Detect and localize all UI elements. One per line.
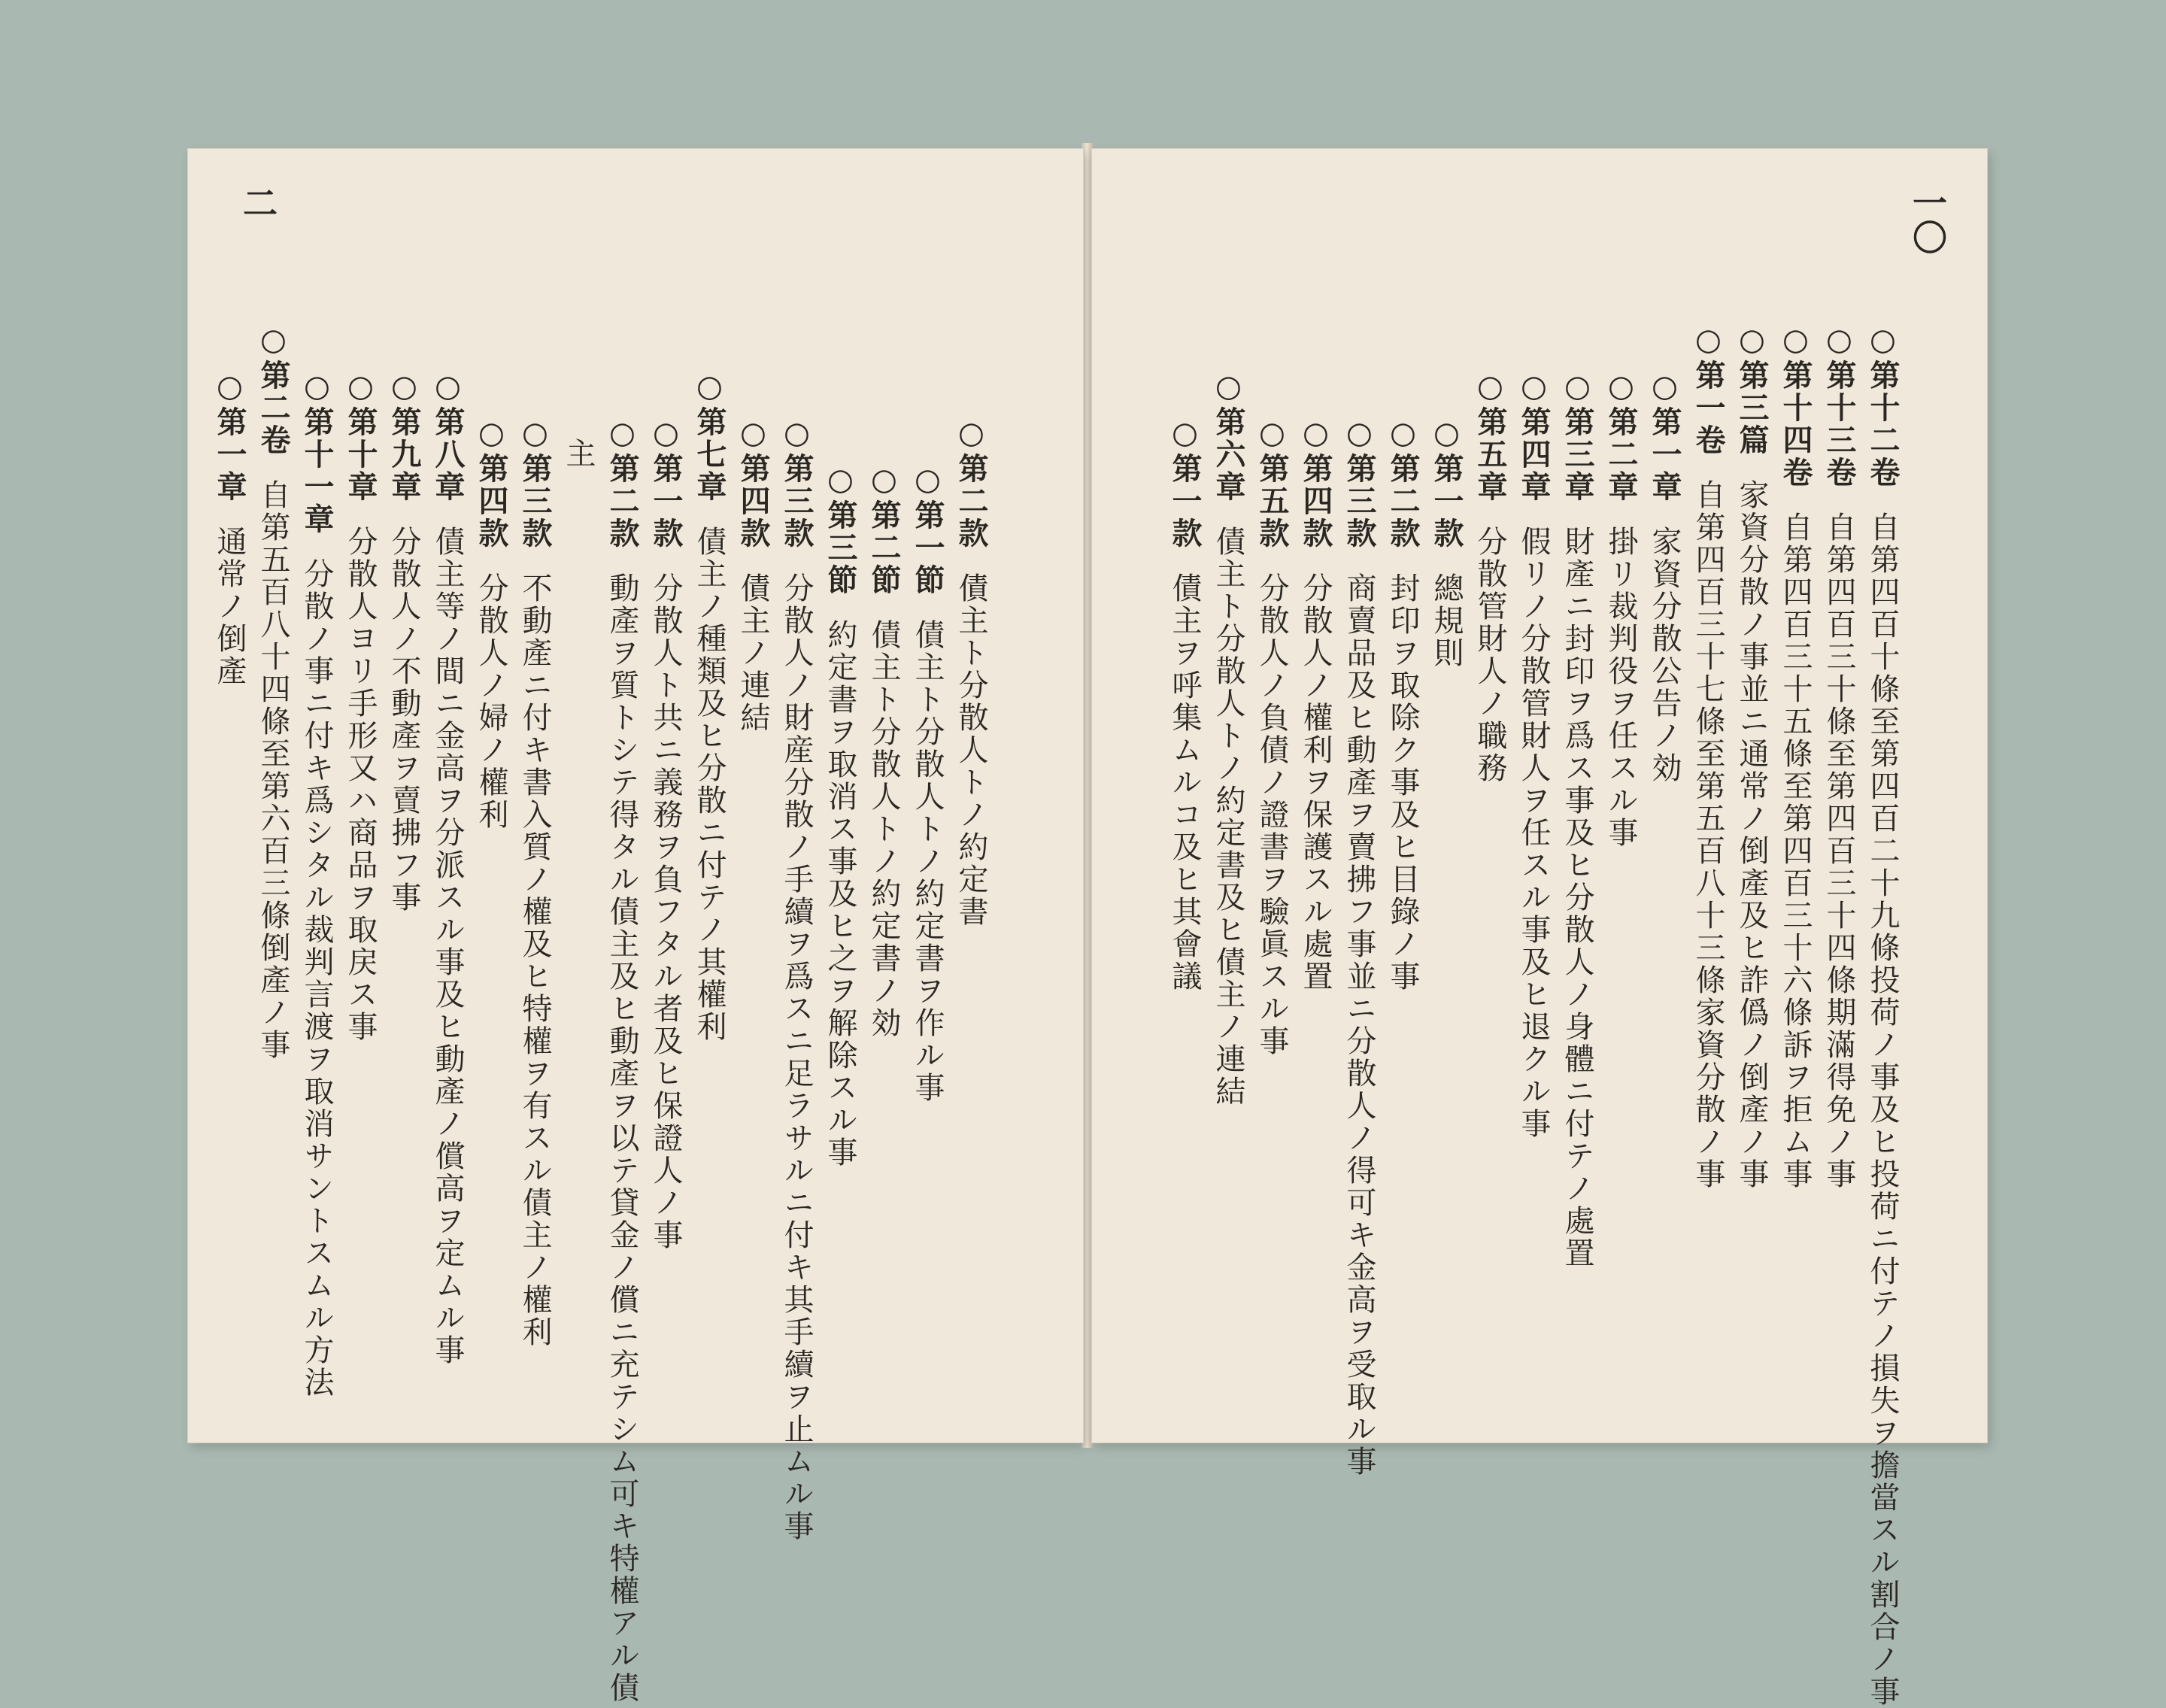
toc-entry-heading: ○第四款 <box>736 415 771 550</box>
toc-entry-heading: ○第四章 <box>1516 369 1552 503</box>
toc-entry <box>1643 322 1686 1375</box>
toc-entry <box>338 322 382 1375</box>
toc-entry-title: 債主ノ連結 <box>736 572 770 734</box>
toc-entry <box>1250 322 1294 1375</box>
page-number: 一〇 <box>1907 185 1948 254</box>
toc-entry-title: 自第四百三十條至第四百三十四條期滿得免ノ事 <box>1822 511 1856 1191</box>
toc-entry <box>1294 322 1337 1375</box>
toc-entry <box>1686 322 1730 1375</box>
toc-entry-title: 主 <box>561 438 596 470</box>
toc-entry <box>600 322 644 1704</box>
toc-entry-title: 通常ノ倒產 <box>212 526 247 687</box>
toc-entry-heading: ○第五章 <box>1473 369 1508 503</box>
toc-entry-title: 分散人ノ財産分散ノ手續ヲ爲スニ足ラサルニ付キ其手續ヲ止ムル事 <box>779 572 814 1543</box>
toc-entry-title: 債主ヲ呼集ムルコ及ヒ其會議 <box>1167 572 1202 993</box>
left-page <box>188 149 1083 1704</box>
toc-entry-heading: ○第七章 <box>692 369 727 503</box>
toc-entry-title: 分散人ヨリ手形又ハ商品ヲ取戻ス事 <box>343 526 378 1043</box>
toc-entry <box>251 322 295 1375</box>
toc-entry <box>1337 322 1381 1478</box>
toc-entry-title: 封印ヲ取除ク事及ヒ目錄ノ事 <box>1385 572 1420 993</box>
page-number: 二 <box>238 185 278 220</box>
toc-entry <box>1468 322 1512 1375</box>
toc-entry-title: 財產ニ封印ヲ爲ス事及ヒ分散人ノ身體ニ付テノ處置 <box>1560 526 1594 1270</box>
toc-entry <box>382 322 426 1375</box>
toc-entry <box>208 322 251 1375</box>
toc-entry-title: 自第四百三十七條至第五百八十三條家資分散ノ事 <box>1691 479 1725 1191</box>
toc-entry-heading: ○第二款 <box>605 415 640 550</box>
toc-entry <box>687 322 731 1375</box>
toc-entry <box>1381 322 1424 1375</box>
toc-entry-heading: ○第一章 <box>212 369 247 503</box>
toc-entry <box>731 322 775 1375</box>
toc-entry-heading: ○第一節 <box>910 462 945 596</box>
toc-entry <box>1206 322 1250 1375</box>
toc-entry-heading: ○第三款 <box>1342 415 1377 550</box>
toc-entry <box>906 322 949 1375</box>
table-of-contents-right <box>1163 322 1904 1708</box>
toc-entry-title: 分散管財人ノ職務 <box>1473 526 1507 784</box>
toc-entry-title: 自第四百十條至第四百二十九條投荷ノ事及ヒ投荷ニ付テノ損失ヲ擔當スル割合ノ事 <box>1865 511 1900 1708</box>
toc-entry-heading: ○第五款 <box>1254 415 1290 550</box>
toc-entry-title: 不動產ニ付キ書入質ノ權及ヒ特權ヲ有スル債主ノ權利 <box>517 572 552 1349</box>
toc-entry-heading: ○第十一章 <box>299 369 335 535</box>
toc-entry <box>1599 322 1643 1375</box>
toc-entry <box>426 322 469 1375</box>
toc-entry-title: 債主ト分散人トノ約定書ノ効 <box>866 619 901 1039</box>
toc-entry-heading: ○第十三卷 <box>1822 322 1857 489</box>
toc-entry-title: 債主ト分散人トノ約定書ヲ作ル事 <box>910 619 945 1104</box>
toc-entry-heading: ○第三節 <box>823 462 858 596</box>
toc-entry <box>1424 322 1468 1375</box>
toc-entry-heading: ○第三款 <box>517 415 553 550</box>
toc-entry <box>1861 322 1904 1708</box>
toc-entry <box>818 322 862 1375</box>
toc-entry-title: 掛リ裁判役ヲ任スル事 <box>1603 526 1638 849</box>
toc-entry-title: 分散人ノ負債ノ證書ヲ驗眞スル事 <box>1254 572 1289 1057</box>
toc-entry-heading: ○第四款 <box>474 415 509 550</box>
toc-entry-title: 債主ト分散人トノ約定書及ヒ債主ノ連結 <box>1211 526 1245 1108</box>
toc-entry-heading: ○第二卷 <box>256 322 291 457</box>
toc-entry-title: 家資分散ノ事並ニ通常ノ倒產及ヒ詐僞ノ倒產ノ事 <box>1734 479 1769 1191</box>
toc-entry-title: 債主ト分散人トノ約定書 <box>954 572 988 928</box>
toc-entry-heading: ○第一款 <box>648 415 684 550</box>
toc-entry <box>1512 322 1555 1375</box>
toc-entry <box>949 322 993 1375</box>
toc-entry-heading: ○第二章 <box>1603 369 1639 503</box>
toc-entry <box>1817 322 1861 1375</box>
toc-entry-heading: ○第二款 <box>954 415 989 550</box>
table-of-contents-left <box>208 322 993 1704</box>
toc-entry-heading: ○第二節 <box>866 462 902 596</box>
toc-entry-title: 假リノ分散管財人ヲ任スル事及ヒ退クル事 <box>1516 526 1551 1140</box>
toc-entry <box>295 322 338 1399</box>
toc-entry-heading: ○第一款 <box>1429 415 1464 550</box>
right-page <box>1092 149 1987 1708</box>
toc-entry-heading: ○第九章 <box>387 369 422 503</box>
toc-entry-title: 分散人ノ婦ノ權利 <box>474 572 508 831</box>
toc-entry-title: 家資分散公告ノ効 <box>1647 526 1682 784</box>
toc-entry-title: 商賣品及ヒ動產ヲ賣拂フ事並ニ分散人ノ得可キ金高ヲ受取ル事 <box>1342 572 1376 1478</box>
toc-entry-title: 分散人ノ不動產ヲ賣拂フ事 <box>387 526 421 914</box>
toc-entry <box>557 322 600 1375</box>
toc-entry <box>775 322 818 1543</box>
toc-entry-heading: ○第十章 <box>343 369 378 503</box>
toc-entry-title: 自第五百八十四條至第六百三條倒產ノ事 <box>256 479 290 1061</box>
toc-entry-heading: ○第三章 <box>1560 369 1595 503</box>
toc-entry-heading: ○第三篇 <box>1734 322 1770 457</box>
toc-entry-heading: ○第十二卷 <box>1865 322 1901 489</box>
toc-entry-title: 約定書ヲ取消ス事及ヒ之ヲ解除スル事 <box>823 619 857 1169</box>
toc-entry <box>1773 322 1817 1375</box>
toc-entry <box>469 322 513 1375</box>
toc-entry-heading: ○第四款 <box>1298 415 1333 550</box>
toc-entry-heading: ○第八章 <box>430 369 466 503</box>
toc-entry <box>862 322 906 1375</box>
toc-entry <box>513 322 557 1375</box>
toc-entry-title: 分散人ト共ニ義務ヲ負フタル者及ヒ保證人ノ事 <box>648 572 683 1251</box>
toc-entry-title: 自第四百三十五條至第四百三十六條訴ヲ拒ム事 <box>1778 511 1813 1191</box>
toc-entry-title: 總規則 <box>1429 572 1464 669</box>
toc-entry-heading: ○第六章 <box>1211 369 1246 503</box>
toc-entry-title: 動產ヲ質トシテ得タル債主及ヒ動產ヲ以テ貸金ノ償ニ充テシム可キ特權アル債 <box>605 572 639 1704</box>
toc-entry <box>644 322 687 1375</box>
toc-entry-title: 分散人ノ權利ヲ保護スル處置 <box>1298 572 1333 993</box>
toc-entry <box>1163 322 1206 1375</box>
toc-entry-title: 分散ノ事ニ付キ爲シタル裁判言渡ヲ取消サントスムル方法 <box>299 558 334 1399</box>
toc-entry-heading: ○第三款 <box>779 415 815 550</box>
toc-entry <box>1555 322 1599 1375</box>
toc-entry-heading: ○第一章 <box>1647 369 1682 503</box>
toc-entry-title: 債主ノ種類及ヒ分散ニ付テノ其權利 <box>692 526 727 1043</box>
toc-entry-heading: ○第一款 <box>1167 415 1203 550</box>
toc-entry-title: 債主等ノ間ニ金高ヲ分派スル事及ヒ動產ノ償高ヲ定ムル事 <box>430 526 465 1367</box>
toc-entry-heading: ○第一卷 <box>1691 322 1726 457</box>
toc-entry-heading: ○第二款 <box>1385 415 1421 550</box>
toc-entry <box>1730 322 1773 1375</box>
toc-entry-heading: ○第十四卷 <box>1778 322 1813 489</box>
